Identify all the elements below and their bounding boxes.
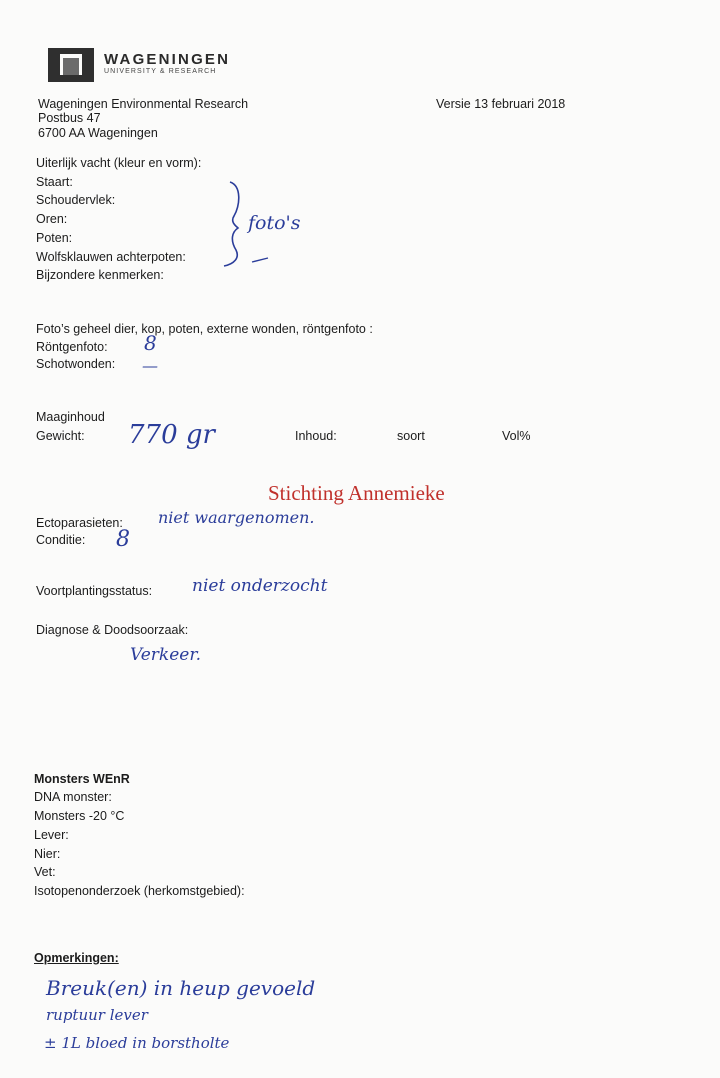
sample-liver: Lever: [34,828,69,842]
org-postcode: 6700 AA Wageningen [38,126,158,140]
xray-label: Röntgenfoto: [36,340,108,354]
shot-wounds-label: Schotwonden: [36,357,116,371]
diagnosis-label: Diagnose & Doodsoorzaak: [36,623,189,637]
field-ears: Oren: [36,212,68,226]
sample-kidney: Nier: [34,847,61,861]
photos-heading: Foto’s geheel dier, kop, poten, externe wonden, röntgenfoto : [36,322,373,336]
org-postbus: Postbus 47 [38,111,101,125]
ectoparasites-value: niet waargenomen. [158,508,315,527]
remark-line-3: ± 1L bloed in borstholte [44,1034,230,1052]
logo-title: WAGENINGEN [104,51,231,68]
diagnosis-value: Verkeer. [130,645,201,665]
weight-label: Gewicht: [36,429,85,443]
reproduction-label: Voortplantingsstatus: [36,584,153,598]
field-tail: Staart: [36,175,73,189]
remark-line-1: Breuk(en) in heup gevoeld [46,976,316,1000]
field-shoulder-spot: Schoudervlek: [36,193,116,207]
content-label: Inhoud: [295,429,337,443]
xray-value: 8 [144,331,157,355]
weight-value: 770 gr [128,420,215,450]
version-date: Versie 13 februari 2018 [436,97,566,111]
condition-value: 8 [116,527,130,552]
watermark-text: Stichting Annemieke [268,481,445,505]
stomach-heading: Maaginhoud [36,410,105,424]
condition-label: Conditie: [36,533,86,547]
shot-wounds-value: — [142,356,158,375]
sample-frozen: Monsters -20 °C [34,809,125,823]
reproduction-value: niet onderzocht [192,576,328,596]
sample-dna: DNA monster: [34,790,112,804]
sample-fat: Vet: [34,865,56,879]
sort-label: soort [397,429,425,443]
wur-logo-icon [48,48,94,82]
remark-line-2: ruptuur lever [46,1006,148,1024]
sample-isotope: Isotopenonderzoek (herkomstgebied): [34,884,245,898]
field-dewclaws: Wolfsklauwen achterpoten: [36,250,186,264]
handwritten-photos: foto's [248,212,301,234]
vol-label: Vol% [502,429,531,443]
field-legs: Poten: [36,231,73,245]
logo-subtitle: UNIVERSITY & RESEARCH [104,68,217,75]
appearance-heading: Uiterlijk vacht (kleur en vorm): [36,156,202,170]
samples-heading: Monsters WEnR [34,772,130,786]
ectoparasites-label: Ectoparasieten: [36,516,123,530]
org-name: Wageningen Environmental Research [38,97,249,111]
field-special-features: Bijzondere kenmerken: [36,268,164,282]
remarks-heading: Opmerkingen: [34,951,119,965]
